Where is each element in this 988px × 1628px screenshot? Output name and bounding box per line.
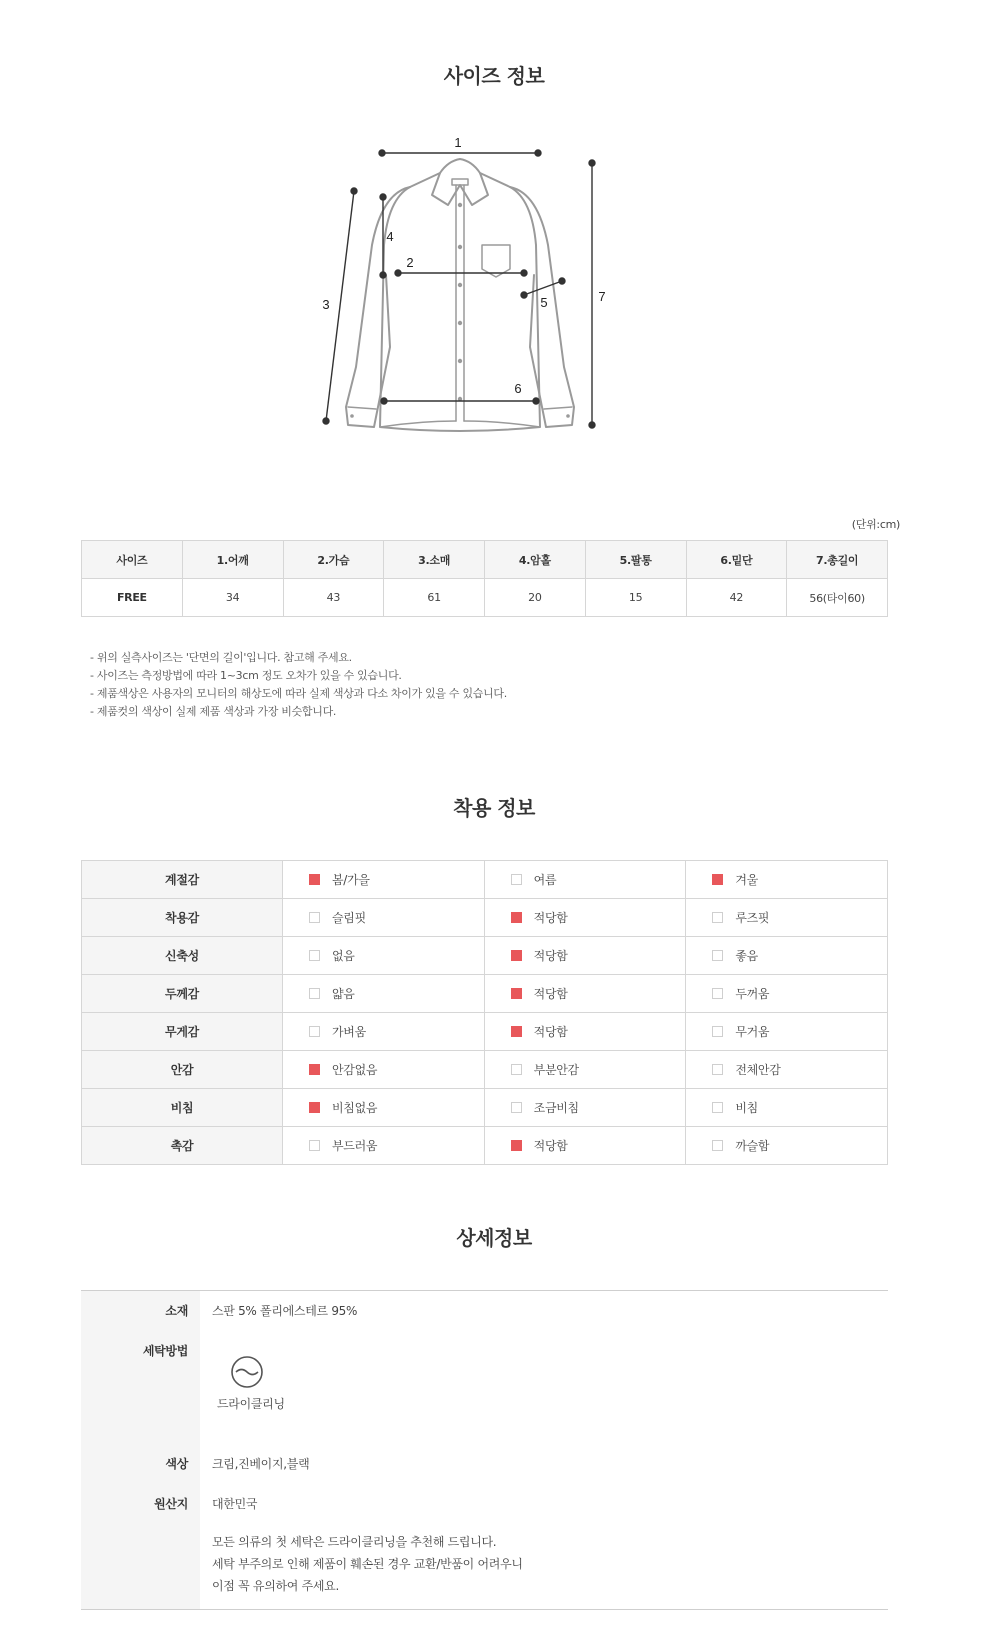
checked-box-icon (511, 1026, 522, 1037)
washing-label: 세탁방법 (142, 1344, 188, 1358)
size-table-header (82, 541, 888, 579)
fit-option (484, 1089, 686, 1127)
table-row (82, 937, 888, 975)
fit-option (283, 1051, 485, 1089)
table-row (82, 975, 888, 1013)
fit-option (283, 1013, 485, 1051)
unchecked-box-icon (309, 1140, 320, 1151)
checked-box-icon (511, 988, 522, 999)
size-header-cell: 4.암홀 (485, 541, 586, 579)
fit-option (686, 1051, 888, 1089)
size-cell: 43 (283, 579, 384, 617)
fit-category: 신축성 (82, 937, 283, 975)
shirt-placket (456, 185, 464, 421)
fit-option-label: 안감없음 (332, 1063, 378, 1077)
fit-option-label: 적당함 (533, 1139, 568, 1153)
size-header-cell: 5.팔통 (585, 541, 686, 579)
diagram-label-6: 6 (514, 381, 522, 396)
fit-option (484, 1051, 686, 1089)
checked-box-icon (511, 950, 522, 961)
diagram-label-3: 3 (322, 297, 330, 312)
table-row (82, 1089, 888, 1127)
unchecked-box-icon (309, 1026, 320, 1037)
fit-option-label: 적당함 (533, 1025, 568, 1039)
fit-option-label: 가벼움 (332, 1025, 366, 1039)
fit-category: 착용감 (82, 899, 283, 937)
fit-option-label: 비침없음 (332, 1101, 378, 1115)
shirt-collar (432, 159, 488, 205)
unchecked-box-icon (712, 1102, 723, 1113)
detail-label-column (81, 1291, 200, 1609)
material-label: 소재 (165, 1304, 188, 1318)
washing-value: 드라이클리닝 (217, 1397, 285, 1411)
color-value: 크림,진베이지,블랙 (212, 1457, 310, 1471)
table-row (82, 1051, 888, 1089)
unchecked-box-icon (712, 1064, 723, 1075)
dry-cleaning-icon (230, 1355, 264, 1389)
fit-option-label: 적당함 (533, 949, 568, 963)
fit-category: 안감 (82, 1051, 283, 1089)
fit-option-label: 루즈핏 (735, 911, 770, 925)
fit-option (484, 975, 686, 1013)
fit-option-label: 슬림핏 (332, 911, 366, 925)
note-line: - 사이즈는 측정방법에 따라 1~3cm 정도 오차가 있을 수 있습니다. (90, 669, 402, 682)
material-value: 스판 5% 폴리에스테르 95% (212, 1304, 358, 1318)
diagram-label-1: 1 (454, 135, 462, 150)
size-cell: 34 (182, 579, 283, 617)
size-notes (90, 649, 507, 721)
fit-option (686, 899, 888, 937)
size-cell: 20 (485, 579, 586, 617)
fit-option (484, 899, 686, 937)
unchecked-box-icon (712, 950, 723, 961)
fit-option (283, 899, 485, 937)
fit-option (283, 861, 485, 899)
fit-option-label: 조금비침 (533, 1101, 579, 1115)
fit-category: 비침 (82, 1089, 283, 1127)
size-header-cell: 3.소매 (384, 541, 485, 579)
checked-box-icon (511, 912, 522, 923)
checked-box-icon (712, 874, 723, 885)
fit-option-label: 적당함 (533, 911, 568, 925)
diagram-label-7: 7 (598, 289, 606, 304)
size-section-title: 사이즈 정보 (443, 64, 545, 88)
checked-box-icon (309, 874, 320, 885)
fit-option-label: 여름 (533, 873, 557, 887)
unchecked-box-icon (511, 874, 522, 885)
fit-option (283, 937, 485, 975)
table-row (82, 1013, 888, 1051)
origin-label: 원산지 (154, 1497, 188, 1511)
size-header-cell: 6.밑단 (686, 541, 787, 579)
fit-option (484, 1127, 686, 1165)
care-note-line: 세탁 부주의로 인해 제품이 훼손된 경우 교환/반품이 어려우니 (212, 1557, 523, 1571)
size-cell: 56(타이60) (787, 579, 888, 617)
diagram-label-5: 5 (540, 295, 548, 310)
fit-option-label: 전체안감 (735, 1063, 781, 1077)
note-line: - 위의 실측사이즈는 '단면의 길이'입니다. 참고해 주세요. (90, 651, 352, 664)
size-cell: 15 (585, 579, 686, 617)
color-label: 색상 (165, 1457, 188, 1471)
fit-option (283, 975, 485, 1013)
unchecked-box-icon (511, 1064, 522, 1075)
size-cell: FREE (82, 579, 183, 617)
checked-box-icon (309, 1064, 320, 1075)
unchecked-box-icon (712, 1026, 723, 1037)
detail-section-title: 상세정보 (456, 1226, 532, 1250)
checked-box-icon (309, 1102, 320, 1113)
fit-option (484, 937, 686, 975)
table-row (82, 861, 888, 899)
fit-option (686, 1127, 888, 1165)
fit-option-label: 없음 (332, 949, 355, 963)
table-row (82, 899, 888, 937)
size-header-cell: 사이즈 (82, 541, 183, 579)
fit-option (283, 1127, 485, 1165)
fit-table (81, 860, 888, 1165)
size-cell: 42 (686, 579, 787, 617)
checked-box-icon (511, 1140, 522, 1151)
fit-option-label: 부분안감 (533, 1063, 579, 1077)
diagram-label-4: 4 (386, 229, 394, 244)
unchecked-box-icon (309, 912, 320, 923)
size-table (81, 540, 888, 617)
table-row (82, 1127, 888, 1165)
care-note-line: 이점 꼭 유의하여 주세요. (212, 1579, 339, 1593)
unit-label: (단위:cm) (851, 518, 900, 531)
fit-option-label: 적당함 (533, 987, 568, 1001)
fit-option (686, 1013, 888, 1051)
fit-option (484, 1013, 686, 1051)
shirt-size-diagram (322, 135, 650, 455)
diagram-label-2: 2 (406, 255, 414, 270)
fit-option-label: 봄/가을 (332, 873, 370, 887)
fit-option-label: 비침 (735, 1101, 758, 1115)
fit-category: 두께감 (82, 975, 283, 1013)
fit-section-title: 착용 정보 (453, 796, 535, 820)
care-note-line: 모든 의류의 첫 세탁은 드라이클리닝을 추천해 드립니다. (212, 1535, 497, 1549)
fit-option-label: 두꺼움 (735, 987, 770, 1001)
shirt-left-sleeve (346, 187, 410, 427)
table-row (82, 579, 888, 617)
fit-option (686, 975, 888, 1013)
unchecked-box-icon (712, 1140, 723, 1151)
fit-option-label: 부드러움 (332, 1139, 378, 1153)
unchecked-box-icon (511, 1102, 522, 1113)
size-cell: 61 (384, 579, 485, 617)
unchecked-box-icon (309, 950, 320, 961)
unchecked-box-icon (309, 988, 320, 999)
fit-option-label: 얇음 (332, 987, 355, 1001)
size-header-cell: 1.어깨 (182, 541, 283, 579)
fit-option-label: 겨울 (735, 873, 758, 887)
fit-category: 계절감 (82, 861, 283, 899)
fit-option-label: 까슬함 (735, 1139, 770, 1153)
fit-option-label: 무거움 (735, 1025, 770, 1039)
fit-category: 촉감 (82, 1127, 283, 1165)
unchecked-box-icon (712, 912, 723, 923)
fit-option (686, 861, 888, 899)
fit-option-label: 좋음 (735, 949, 758, 963)
unchecked-box-icon (712, 988, 723, 999)
fit-option (686, 937, 888, 975)
size-header-cell: 7.총길이 (787, 541, 888, 579)
size-header-cell: 2.가슴 (283, 541, 384, 579)
fit-option (484, 861, 686, 899)
fit-category: 무게감 (82, 1013, 283, 1051)
origin-value: 대한민국 (212, 1497, 258, 1511)
fit-option (283, 1089, 485, 1127)
detail-table (81, 1290, 888, 1610)
note-line: - 제품컷의 색상이 실제 제품 색상과 가장 비슷합니다. (90, 705, 337, 718)
shirt-pocket (482, 245, 510, 277)
care-notes (212, 1531, 523, 1597)
note-line: - 제품색상은 사용자의 모니터의 해상도에 따라 실제 색상과 다소 차이가 있을 수 있습니다. (90, 687, 507, 700)
fit-option (686, 1089, 888, 1127)
